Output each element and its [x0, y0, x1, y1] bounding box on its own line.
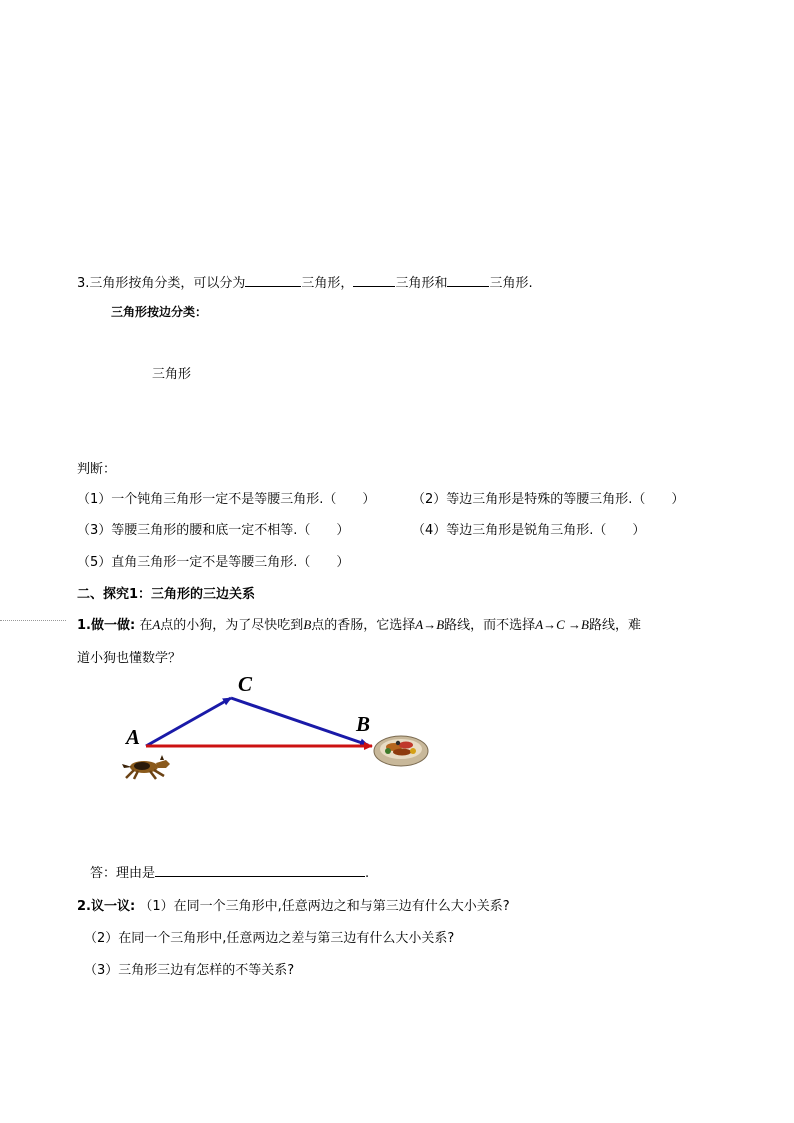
judge-item-4: （4）等边三角形是锐角三角形.（ ） — [412, 523, 646, 538]
side-classify-label: 三角形 — [152, 367, 192, 382]
sausage-plate-icon — [374, 736, 428, 766]
label-a: A — [126, 725, 141, 749]
path-acb: A→C →B — [535, 617, 589, 632]
path-ab: A→B — [415, 617, 445, 632]
question-3-text-3: 三角形和 — [395, 276, 448, 291]
question-2-item-2: （2）在同一个三角形中,任意两边之差与第三边有什么大小关系? — [84, 931, 455, 946]
answer-label: 答：理由是 — [90, 866, 156, 881]
blank-3[interactable] — [447, 274, 489, 287]
question-1-text-4: 路线，而不选择 — [444, 618, 536, 633]
section-2-title: 二、探究1：三角形的三边关系 — [77, 587, 256, 602]
dog-icon — [122, 755, 170, 779]
question-1-text-1: 在 — [139, 618, 153, 633]
question-3-text-4: 三角形. — [489, 276, 533, 291]
point-b-ref: B — [303, 617, 312, 632]
question-1-label: 1.做一做: — [77, 618, 136, 633]
label-c: C — [238, 672, 253, 696]
answer-blank[interactable] — [155, 864, 365, 877]
judge-heading: 判断： — [77, 462, 117, 477]
judge-item-5: （5）直角三角形一定不是等腰三角形.（ ） — [77, 555, 350, 570]
question-3 — [77, 272, 533, 291]
question-2-label: 2.议一议: — [77, 899, 136, 914]
judge-item-1: （1）一个钝角三角形一定不是等腰三角形.（ ） — [77, 492, 376, 507]
answer-end: . — [365, 866, 370, 881]
question-3-text-1: 三角形按角分类，可以分为 — [89, 276, 246, 291]
answer-line — [90, 862, 369, 881]
side-classify-heading: 三角形按边分类： — [111, 305, 208, 319]
segment-a-c — [146, 698, 231, 746]
question-3-text-2: 三角形， — [301, 276, 354, 291]
judge-item-3: （3）等腰三角形的腰和底一定不相等.（ ） — [77, 523, 350, 538]
question-2-item-3: （3）三角形三边有怎样的不等关系? — [84, 963, 295, 978]
segment-c-b — [231, 698, 371, 745]
blank-1[interactable] — [245, 274, 301, 287]
judge-item-2: （2）等边三角形是特殊的等腰三角形.（ ） — [412, 492, 685, 507]
triangle-diagram — [110, 668, 440, 788]
question-1-text-2: 点的小狗，为了尽快吃到 — [160, 618, 304, 633]
question-3-prefix: 3. — [77, 276, 90, 291]
question-1-text-5: 路线，难 — [589, 618, 642, 633]
question-1-text-3: 点的香肠，它选择 — [311, 618, 416, 633]
question-1-line-2: 道小狗也懂数学？ — [77, 651, 182, 666]
question-2-item-1: （1）在同一个三角形中,任意两边之和与第三边有什么大小关系? — [139, 899, 510, 914]
margin-dotted-line — [0, 620, 66, 621]
label-b: B — [356, 712, 371, 736]
question-1-line-1 — [77, 614, 641, 633]
point-a-ref: A — [152, 617, 161, 632]
question-2-line-1 — [77, 895, 510, 914]
blank-2[interactable] — [353, 274, 395, 287]
